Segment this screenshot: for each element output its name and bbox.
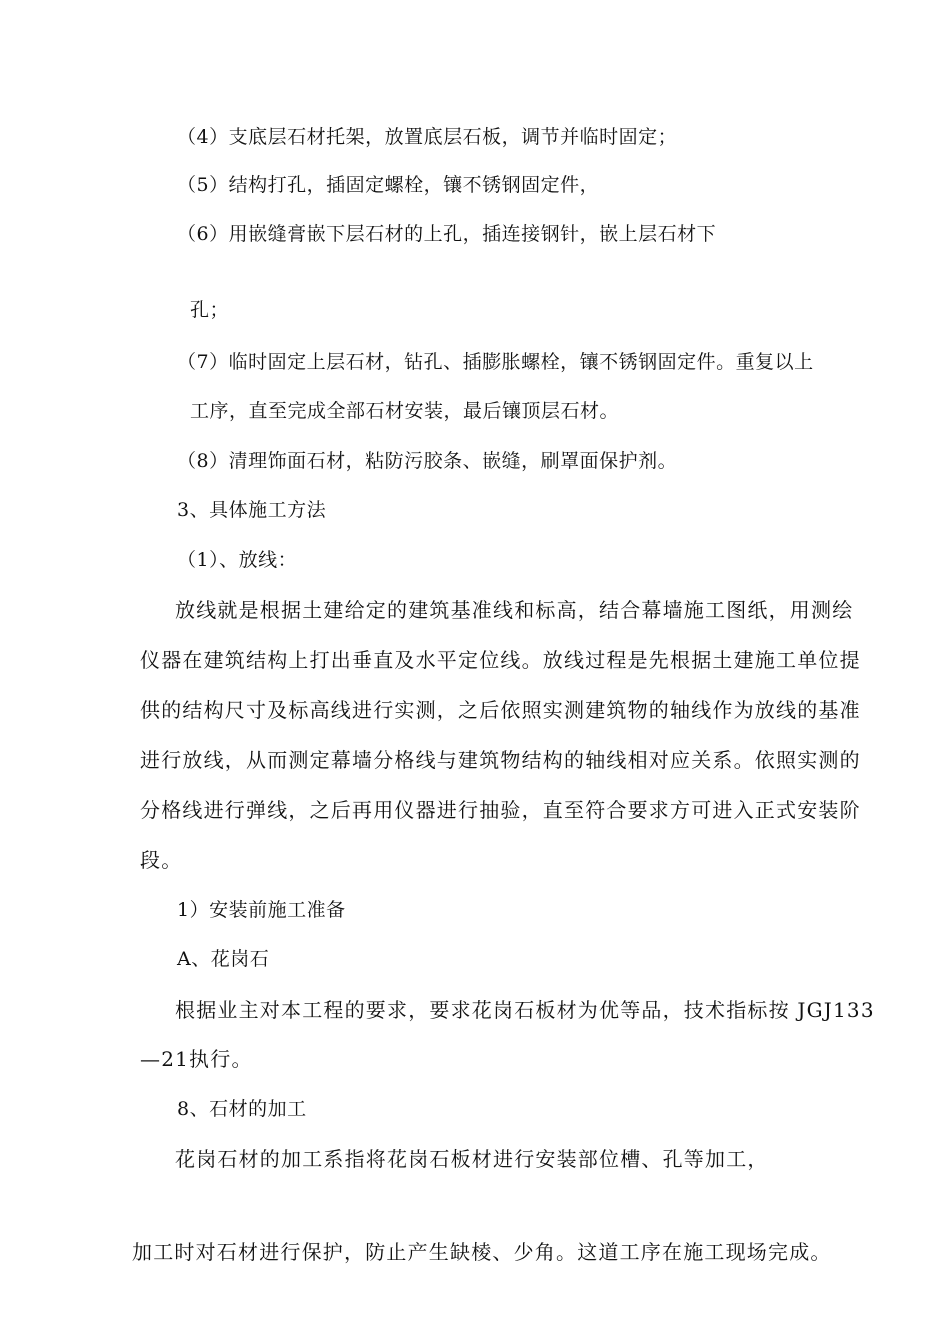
paragraph-line-2: 仪器在建筑结构上打出垂直及水平定位线。放线过程是先根据土建施工单位提 [140,648,861,672]
subsection-1-heading: （1）、放线： [177,549,298,571]
subheading-installation-prep: 1）安装前施工准备 [177,899,346,921]
paragraph-line-4: 进行放线，从而测定幕墙分格线与建筑物结构的轴线相对应关系。依照实测的 [140,748,861,772]
step-7-continuation: 工序，直至完成全部石材安装，最后镶顶层石材。 [190,400,620,422]
paragraph-line-1: 放线就是根据土建给定的建筑基准线和标高，结合幕墙施工图纸，用测绘 [175,598,854,622]
paragraph-line-3: 供的结构尺寸及标高线进行实测，之后依照实测建筑物的轴线作为放线的基准 [140,698,861,722]
section-3-heading: 3、具体施工方法 [177,499,327,521]
processing-paragraph-line-2: 加工时对石材进行保护，防止产生缺棱、少角。这道工序在施工现场完成。 [132,1240,832,1264]
step-5-line: （5）结构打孔，插固定螺栓，镶不锈钢固定件， [177,174,600,196]
step-8-line: （8）清理饰面石材，粘防污胶条、嵌缝，刷罩面保护剂。 [177,450,678,472]
step-7-line: （7）临时固定上层石材，钻孔、插膨胀螺栓，镶不锈钢固定件。重复以上 [177,351,814,373]
step-4-line: （4）支底层石材托架，放置底层石板，调节并临时固定； [177,126,678,148]
processing-paragraph-line-1: 花岗石材的加工系指将花岗石板材进行安装部位槽、孔等加工， [175,1147,769,1171]
step-6-continuation: 孔； [190,299,230,321]
paragraph-line-6: 段。 [140,848,183,872]
granite-paragraph-line-2: —21执行。 [140,1047,253,1071]
subheading-stone-processing: 8、石材的加工 [177,1098,307,1120]
step-6-line: （6）用嵌缝膏嵌下层石材的上孔，插连接钢针，嵌上层石材下 [177,223,717,245]
paragraph-line-5: 分格线进行弹线，之后再用仪器进行抽验，直至符合要求方可进入正式安装阶 [140,798,861,822]
subheading-granite: A、花岗石 [177,948,270,970]
granite-paragraph-line-1: 根据业主对本工程的要求，要求花岗石板材为优等品，技术指标按 JGJ133 [175,998,875,1022]
